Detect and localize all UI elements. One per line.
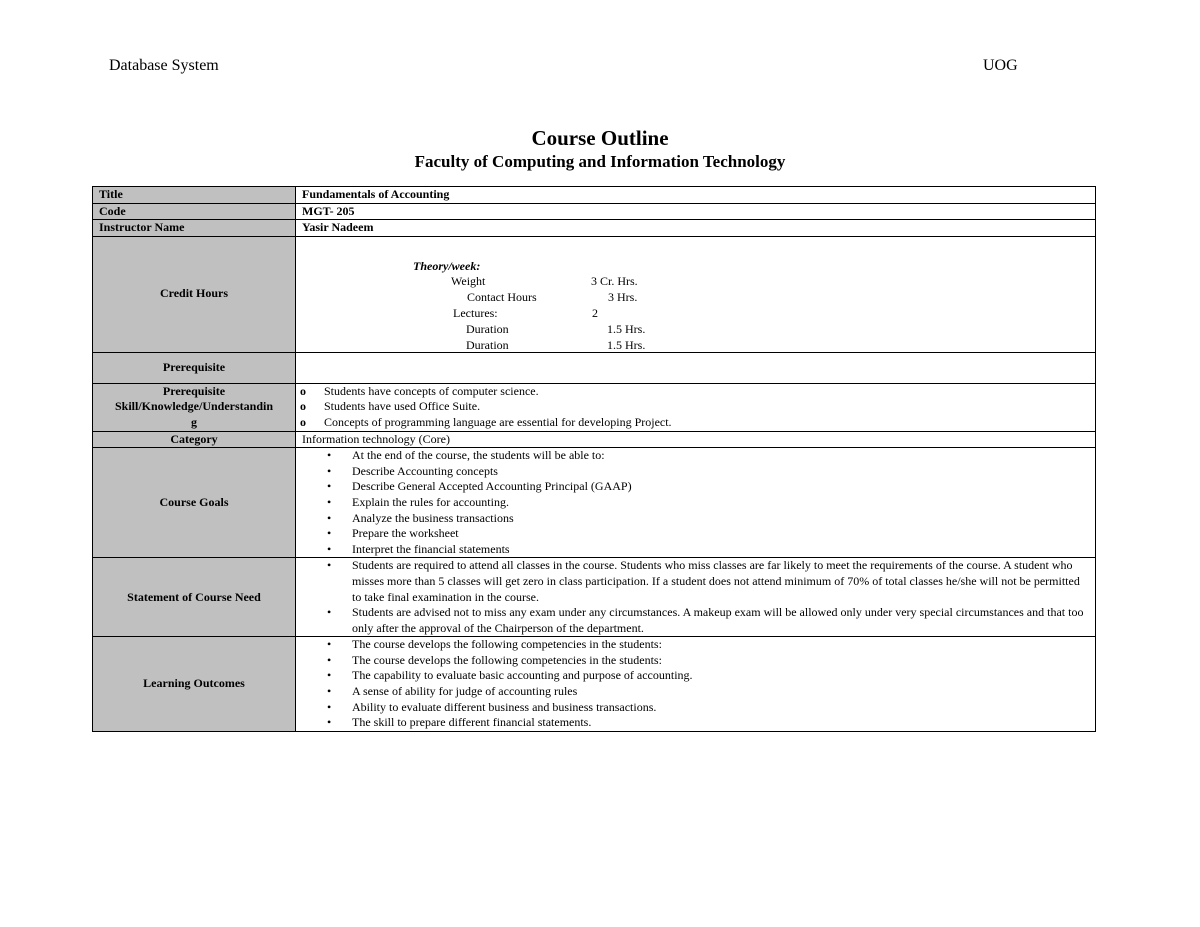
prereq-skill-label-line2: Skill/Knowledge/Understandin bbox=[114, 399, 274, 414]
prereq-skill-value bbox=[296, 383, 1096, 431]
weight-value: 3 Cr. Hrs. bbox=[591, 273, 638, 288]
title-value: Fundamentals of Accounting bbox=[296, 187, 1096, 204]
credit-hours-value bbox=[296, 236, 1096, 352]
row-category bbox=[93, 431, 1096, 448]
prerequisite-value bbox=[296, 352, 1096, 383]
course-need-value bbox=[296, 558, 1096, 637]
learning-outcomes-list bbox=[296, 637, 1095, 731]
learning-outcomes-label: Learning Outcomes bbox=[93, 637, 296, 732]
duration-label: Duration bbox=[466, 337, 509, 352]
row-instructor bbox=[93, 220, 1096, 237]
row-code bbox=[93, 203, 1096, 220]
category-label: Category bbox=[93, 431, 296, 448]
list-item: • Prepare the worksheet bbox=[296, 526, 1095, 542]
list-item: • Ability to evaluate different business and business transactions. bbox=[296, 700, 1095, 716]
list-item: o Students have concepts of computer science. bbox=[296, 384, 1095, 400]
duration-value: 1.5 Hrs. bbox=[607, 337, 646, 352]
list-item: • Interpret the financial statements bbox=[296, 542, 1095, 558]
code-value: MGT- 205 bbox=[296, 203, 1096, 220]
list-item: • Students are advised not to miss any exam under any circumstances. A makeup exam will be allowed only under very special circumstances and that too only after the approval of the Chairperson of the department. bbox=[296, 605, 1095, 636]
lectures-label: Lectures: bbox=[453, 305, 498, 320]
document-title: Course Outline bbox=[531, 126, 669, 150]
row-course-need bbox=[93, 558, 1096, 637]
row-credit-hours bbox=[93, 236, 1096, 352]
duration-value: 1.5 Hrs. bbox=[607, 321, 646, 336]
row-prerequisite bbox=[93, 352, 1096, 383]
course-goals-label: Course Goals bbox=[93, 448, 296, 558]
prerequisite-label: Prerequisite bbox=[93, 352, 296, 383]
instructor-label: Instructor Name bbox=[93, 220, 296, 237]
duration-label: Duration bbox=[466, 321, 509, 336]
list-item: • At the end of the course, the students will be able to: bbox=[296, 448, 1095, 464]
header-left-text: Database System bbox=[109, 57, 219, 74]
list-item: • Describe General Accepted Accounting Principal (GAAP) bbox=[296, 479, 1095, 495]
weight-label: Weight bbox=[451, 273, 486, 288]
contact-hours-label: Contact Hours bbox=[467, 289, 537, 304]
list-item: o Concepts of programming language are essential for developing Project. bbox=[296, 415, 1095, 431]
contact-hours-value: 3 Hrs. bbox=[608, 289, 638, 304]
list-item: • A sense of ability for judge of accounting rules bbox=[296, 684, 1095, 700]
instructor-value: Yasir Nadeem bbox=[296, 220, 1096, 237]
row-prereq-skill bbox=[93, 383, 1096, 431]
list-item: • The course develops the following competencies in the students: bbox=[296, 653, 1095, 669]
course-need-label: Statement of Course Need bbox=[93, 558, 296, 637]
list-item: • The course develops the following competencies in the students: bbox=[296, 637, 1095, 653]
learning-outcomes-value bbox=[296, 637, 1096, 732]
title-label: Title bbox=[93, 187, 296, 204]
list-item: o Students have used Office Suite. bbox=[296, 399, 1095, 415]
list-item: • Describe Accounting concepts bbox=[296, 464, 1095, 480]
code-label: Code bbox=[93, 203, 296, 220]
lectures-value: 2 bbox=[592, 305, 598, 320]
course-need-list bbox=[296, 558, 1095, 636]
prereq-skill-list bbox=[296, 384, 1095, 431]
course-outline-table bbox=[92, 186, 1096, 732]
row-title bbox=[93, 187, 1096, 204]
category-value: Information technology (Core) bbox=[296, 431, 1096, 448]
course-goals-value bbox=[296, 448, 1096, 558]
list-item: • The capability to evaluate basic accounting and purpose of accounting. bbox=[296, 668, 1095, 684]
row-learning-outcomes bbox=[93, 637, 1096, 732]
theory-week-label: Theory/week: bbox=[413, 258, 481, 273]
list-item: • Analyze the business transactions bbox=[296, 511, 1095, 527]
prereq-skill-label bbox=[93, 383, 296, 431]
list-item: • Explain the rules for accounting. bbox=[296, 495, 1095, 511]
credit-hours-label: Credit Hours bbox=[93, 236, 296, 352]
list-item: • The skill to prepare different financial statements. bbox=[296, 715, 1095, 731]
list-item: • Students are required to attend all classes in the course. Students who miss classes are far likely to meet the requirements of the course. A student who misses more than 5 classes will get zero in class participation. If a student does not attend minimum of 70% of total classes he/she will not be permitted to take final examination in the course. bbox=[296, 558, 1095, 605]
course-goals-list bbox=[296, 448, 1095, 557]
prereq-skill-label-line3: g bbox=[191, 414, 197, 429]
document-subtitle: Faculty of Computing and Information Technology bbox=[414, 152, 786, 171]
row-course-goals bbox=[93, 448, 1096, 558]
header-right-text: UOG bbox=[983, 57, 1018, 74]
prereq-skill-label-line1: Prerequisite bbox=[162, 383, 226, 398]
